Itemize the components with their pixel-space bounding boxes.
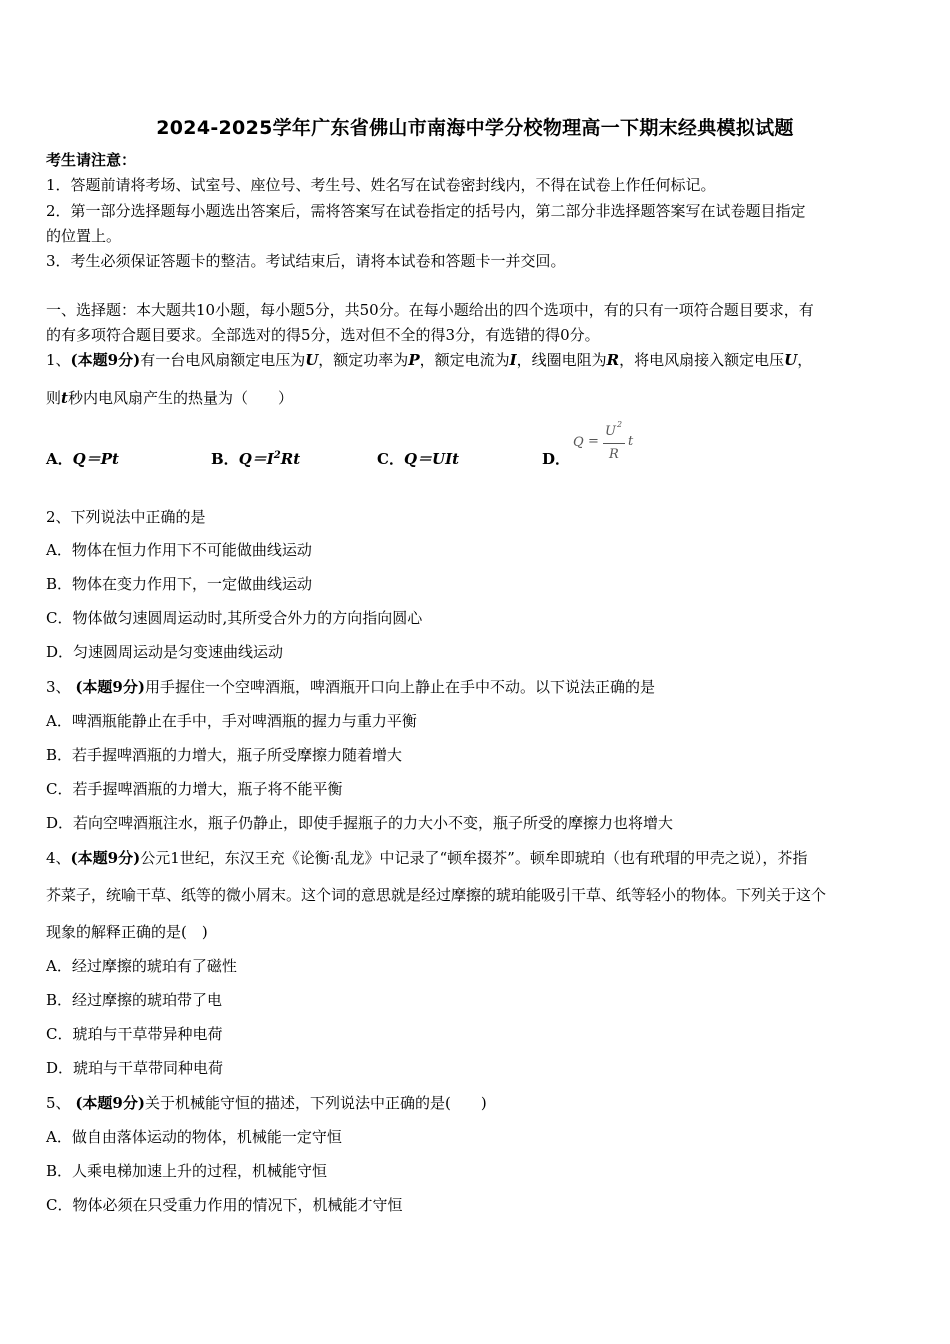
- q1-text: ，: [797, 351, 813, 369]
- q3-option-b: B．若手握啤酒瓶的力增大，瓶子所受摩擦力随着增大: [46, 746, 403, 764]
- q5-option-a: A．做自由落体运动的物体，机械能一定守恒: [46, 1128, 342, 1146]
- q1-text: 秒内电风扇产生的热量为（ ）: [67, 389, 293, 407]
- q1-text: ，线圈电阻为: [516, 351, 607, 369]
- notice-heading: 考生请注意：: [46, 151, 137, 169]
- q4-stem-line3: 现象的解释正确的是( ): [46, 923, 208, 941]
- q4-option-d: D．琥珀与干草带同种电荷: [46, 1059, 224, 1077]
- q2-option-a: A．物体在恒力作用下不可能做曲线运动: [46, 541, 312, 559]
- notice-item-2-cont: 的位置上。: [46, 227, 122, 245]
- q5-stem: [46, 1093, 906, 1113]
- q3-score: (本题9分): [75, 678, 145, 696]
- q5-text: 关于机械能守恒的描述，下列说法中正确的是( ): [144, 1094, 487, 1112]
- q3-stem: [46, 677, 906, 697]
- q4-stem-line2: 芥菜子，统喻干草、纸等的微小屑末。这个词的意思就是经过摩擦的琥珀能吸引干草、纸等轻小的物体。下列关于这个: [46, 886, 827, 904]
- notice-item-1: 1．答题前请将考场、试室号、座位号、考生号、姓名写在试卷密封线内，不得在试卷上作任何标记。: [46, 176, 716, 194]
- q3-option-c: C．若手握啤酒瓶的力增大，瓶子将不能平衡: [46, 780, 343, 798]
- q1-option-c: [377, 448, 459, 469]
- q3-number: 3、: [46, 678, 71, 696]
- q2-option-d: D．匀速圆周运动是匀变速曲线运动: [46, 643, 284, 661]
- option-label: B．: [211, 450, 239, 468]
- q1-var-t: t: [61, 389, 68, 407]
- formula-exponent: 2: [617, 420, 623, 429]
- q1-var-i: I: [509, 351, 517, 369]
- page-title: 2024-2025学年广东省佛山市南海中学分校物理高一下期末经典模拟试题: [156, 117, 794, 139]
- formula-t: t: [628, 434, 634, 449]
- q4-text: 公元1世纪，东汉王充《论衡·乱龙》中记录了“顿牟掇芥”。顿牟即琥珀（也有玳瑁的甲壳之说），芥指: [140, 849, 808, 867]
- option-expression: Q＝UIt: [403, 450, 460, 468]
- option-expression: Q＝I: [238, 450, 274, 468]
- formula-denominator: R: [609, 447, 619, 462]
- q4-option-a: A．经过摩擦的琥珀有了磁性: [46, 957, 237, 975]
- q3-text: 用手握住一个空啤酒瓶，啤酒瓶开口向上静止在手中不动。以下说法正确的是: [144, 678, 655, 696]
- q1-stem-line1: [46, 350, 906, 370]
- q2-option-b: B．物体在变力作用下，一定做曲线运动: [46, 575, 313, 593]
- option-label: A．: [46, 450, 73, 468]
- fraction-bar: [603, 443, 625, 444]
- q1-var-u: U: [305, 351, 319, 369]
- q4-option-c: C．琥珀与干草带异种电荷: [46, 1025, 223, 1043]
- q1-score: (本题9分): [70, 351, 141, 369]
- q3-option-a: A．啤酒瓶能静止在手中，手对啤酒瓶的握力与重力平衡: [46, 712, 417, 730]
- q4-score: (本题9分): [70, 849, 141, 867]
- q5-option-c: C．物体必须在只受重力作用的情况下，机械能才守恒: [46, 1196, 403, 1214]
- q5-number: 5、: [46, 1094, 71, 1112]
- q1-option-d: [542, 448, 570, 469]
- q1-var-p: P: [408, 351, 420, 369]
- q1-text: 则: [46, 389, 62, 407]
- q1-option-b: [211, 448, 300, 469]
- option-exponent: 2: [273, 450, 281, 461]
- formula-equals: =: [588, 434, 599, 449]
- q5-score: (本题9分): [75, 1094, 145, 1112]
- q4-option-b: B．经过摩擦的琥珀带了电: [46, 991, 223, 1009]
- option-expression: Rt: [280, 450, 301, 468]
- q1-text: ，将电风扇接入额定电压: [619, 351, 785, 369]
- q1-option-d-formula: [572, 420, 642, 465]
- notice-item-2: 2．第一部分选择题每小题选出答案后，需将答案写在试卷指定的括号内，第二部分非选择题答案写在试卷题目指定: [46, 202, 806, 220]
- q4-stem-line1: [46, 848, 906, 868]
- q2-option-c: C．物体做匀速圆周运动时,其所受合外力的方向指向圆心: [46, 609, 423, 627]
- option-label: C．: [377, 450, 404, 468]
- q1-var-u: U: [784, 351, 798, 369]
- q5-option-b: B．人乘电梯加速上升的过程，机械能守恒: [46, 1162, 328, 1180]
- q3-option-d: D．若向空啤酒瓶注水，瓶子仍静止，即使手握瓶子的力大小不变，瓶子所受的摩擦力也将增大: [46, 814, 674, 832]
- q4-number: 4、: [46, 849, 71, 867]
- q1-text: ，额定电流为: [419, 351, 510, 369]
- q1-stem-line2: [46, 388, 906, 408]
- q1-number: 1、: [46, 351, 71, 369]
- formula-q: Q: [573, 435, 584, 450]
- q1-text: ，额定功率为: [318, 351, 409, 369]
- option-label: D．: [542, 450, 571, 468]
- q1-option-a: [46, 448, 119, 469]
- option-expression: Q＝Pt: [72, 450, 119, 468]
- q2-stem: 2、下列说法中正确的是: [46, 508, 206, 526]
- q1-text: 有一台电风扇额定电压为: [140, 351, 306, 369]
- formula-numerator: U: [605, 424, 616, 439]
- notice-item-3: 3．考生必须保证答题卡的整洁。考试结束后，请将本试卷和答题卡一并交回。: [46, 252, 566, 270]
- section-instructions-1: 一、选择题：本大题共10小题，每小题5分，共50分。在每小题给出的四个选项中，有的只有一项符合题目要求，有: [46, 301, 814, 319]
- q1-var-r: R: [606, 351, 620, 369]
- section-instructions-2: 的有多项符合题目要求。全部选对的得5分，选对但不全的得3分，有选错的得0分。: [46, 326, 600, 344]
